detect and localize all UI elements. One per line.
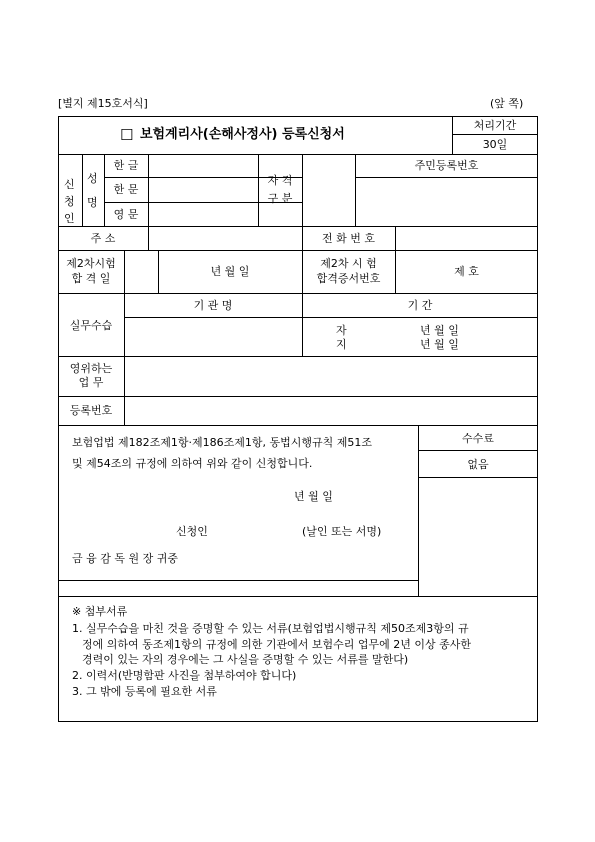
exam-pass-date-field[interactable]: 년 월 일	[210, 265, 250, 278]
rrn-field[interactable]	[356, 178, 537, 225]
training-from-char: 자	[336, 324, 347, 337]
exam-cert-label-2: 합격증서번호	[316, 272, 381, 285]
qualification-label-1: 자 격	[267, 174, 293, 187]
phone-label: 전 화 번 호	[322, 232, 375, 245]
addressee: 금 융 감 독 원 장 귀중	[72, 552, 178, 565]
business-label-1: 영위하는	[69, 362, 113, 375]
exam-cert-number-field[interactable]: 제 호	[454, 265, 479, 278]
training-label: 실무수습	[69, 319, 113, 332]
applicant-label-1: 신	[64, 178, 75, 191]
qualification-field[interactable]	[303, 155, 354, 225]
applicant-signature-label: 신청인	[176, 525, 208, 538]
attachment-item-1-line-2: 정에 의하여 동조제1항의 규정에 의한 기관에서 보험수리 업무에 2년 이상 종사한	[82, 638, 471, 651]
training-org-field[interactable]	[125, 318, 301, 355]
attachment-item-1-line-1: 1. 실무수습을 마친 것을 증명할 수 있는 서류(보험업법시행규칙 제50조제3항의 규	[72, 622, 469, 635]
business-label-2: 업 무	[78, 376, 104, 389]
name-label-1: 성	[87, 172, 98, 185]
form-title: 보험계리사(손해사정사) 등록신청서	[140, 127, 345, 142]
declaration-line-2: 및 제54조의 규정에 의하여 위와 같이 신청합니다.	[72, 457, 313, 470]
training-org-header: 기 관 명	[193, 299, 233, 312]
exam-cert-label-1: 제2차 시 험	[320, 257, 377, 270]
declaration-date[interactable]: 년 월 일	[294, 490, 333, 503]
training-from-date[interactable]: 년 월 일	[420, 324, 459, 337]
name-label-2: 명	[87, 196, 98, 209]
exam-pass-date-label-1: 제2차시험	[66, 257, 116, 270]
phone-field[interactable]	[396, 227, 537, 249]
declaration-line-1: 보험업법 제182조제1항·제186조제1항, 동법시행규칙 제51조	[72, 436, 372, 449]
training-to-date[interactable]: 년 월 일	[420, 338, 459, 351]
business-field[interactable]	[125, 357, 537, 395]
processing-period-label: 처리기간	[473, 119, 517, 132]
applicant-label-2: 청	[64, 195, 75, 208]
attachments-title: ※ 첨부서류	[72, 605, 128, 618]
training-period-header: 기 간	[407, 299, 433, 312]
name-english-label: 영 문	[113, 208, 139, 221]
applicant-label-3: 인	[64, 212, 75, 225]
page-side-label: (앞 쪽)	[490, 97, 524, 110]
attachment-item-1-line-3: 경력이 있는 자의 경우에는 그 사실을 증명할 수 있는 서류를 말한다)	[82, 653, 409, 666]
seal-note: (날인 또는 서명)	[302, 525, 382, 538]
name-english-field[interactable]	[149, 203, 257, 225]
exam-pass-date-label-2: 합 격 일	[71, 272, 111, 285]
fee-value: 없음	[467, 458, 489, 471]
attachment-item-3: 3. 그 밖에 등록에 필요한 서류	[72, 685, 217, 698]
title-checkbox[interactable]: ☐	[120, 126, 134, 144]
name-hangul-label: 한 글	[113, 159, 139, 172]
training-to-char: 지	[336, 338, 347, 351]
qualification-label-2: 구 분	[267, 192, 293, 205]
processing-period-value: 30일	[482, 138, 508, 151]
name-hangul-field[interactable]	[149, 155, 257, 176]
registration-number-field[interactable]	[125, 397, 537, 424]
name-hanmun-label: 한 문	[113, 183, 139, 196]
name-hanmun-field[interactable]	[149, 178, 257, 201]
address-field[interactable]	[149, 227, 301, 249]
form-number-label: [별지 제15호서식]	[58, 97, 148, 110]
fee-label: 수수료	[462, 432, 494, 445]
address-label: 주 소	[90, 232, 116, 245]
attachment-item-2: 2. 이력서(반명함판 사진을 첨부하여야 합니다)	[72, 669, 297, 682]
rrn-label: 주민등록번호	[414, 159, 479, 172]
registration-number-label: 등록번호	[69, 404, 113, 417]
